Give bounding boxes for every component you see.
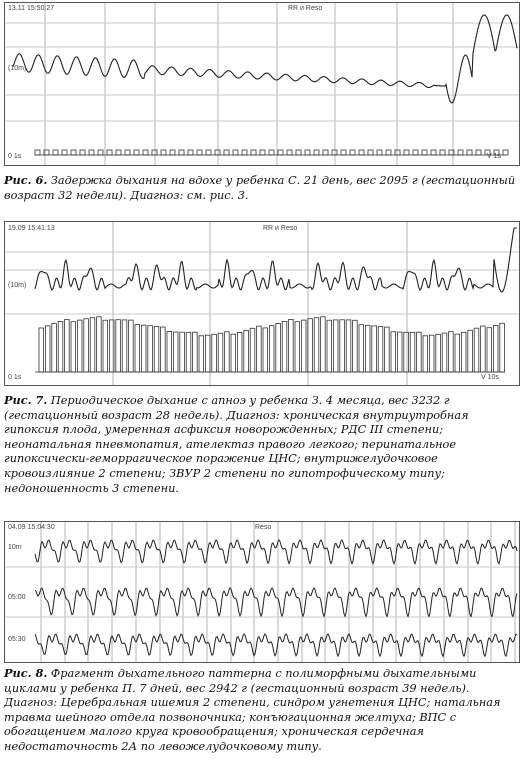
fig6-tick-399 [404,150,409,155]
fig7-bar-3 [58,322,63,373]
figure-6-scale-top: (10m) [8,65,27,72]
figure-7-scale-top: (10m) [8,282,27,289]
fig6-tick-363 [368,150,373,155]
fig6-tick-102 [107,150,112,155]
fig7-bar-7 [84,319,89,372]
fig6-tick-435 [440,150,445,155]
fig6-tick-174 [179,150,184,155]
fig6-tick-417 [422,150,427,155]
fig6-tick-264 [269,150,274,155]
fig7-bar-0 [39,328,44,372]
figure-7-caption-label: Рис. 7. [4,393,48,407]
figure-6-caption [4,173,518,203]
figure-7-waveform [5,222,519,385]
fig6-tick-228 [233,150,238,155]
fig7-bar-50 [359,325,364,372]
fig6-tick-129 [134,150,139,155]
fig6-tick-84 [89,150,94,155]
figure-7-recording [4,221,520,386]
fig7-bar-12 [116,320,121,372]
fig6-tick-93 [98,150,103,155]
figure-6-channel: RR и Reso [288,5,323,12]
fig7-bar-69 [481,326,486,372]
fig7-bar-1 [45,326,50,372]
fig6-tick-462 [467,150,472,155]
fig7-bar-71 [493,326,498,373]
fig7-bar-34 [257,326,262,372]
fig7-bar-68 [474,328,479,372]
fig8-breath-trace-1 [35,588,517,617]
fig6-tick-498 [503,150,508,155]
fig6-tick-282 [287,150,292,155]
fig7-bar-24 [193,332,198,372]
fig6-tick-120 [125,150,130,155]
fig6-tick-471 [476,150,481,155]
fig7-bar-30 [231,334,236,372]
fig6-tick-183 [188,150,193,155]
fig7-bar-36 [269,326,274,372]
fig8-breath-trace-0 [35,540,517,564]
fig6-tick-75 [80,150,85,155]
fig7-bar-61 [429,335,434,372]
fig7-bar-57 [404,332,409,372]
fig7-bar-62 [436,334,441,372]
fig7-bar-2 [52,324,57,372]
fig6-tick-192 [197,150,202,155]
fig7-bar-39 [289,319,294,372]
fig6-tick-138 [143,150,148,155]
fig7-bar-9 [97,317,102,372]
figure-8-scale-top: 10m [8,544,22,551]
fig7-bar-10 [103,320,108,372]
fig7-bar-70 [487,328,492,372]
figure-7-caption [4,393,518,496]
fig6-tick-30 [35,150,40,155]
figure-8-channel: Reso [255,524,272,531]
figure-6-caption-text: Задержка дыхания на вдохе у ребенка С. 21 день, вес 2095 г (гестационный возраст 32 недели). Диагноз: см. рис. 3. [4,174,516,202]
fig7-bar-44 [321,317,326,372]
fig7-bar-48 [346,320,351,372]
figure-6-scale-bottom: 0 1s [8,153,22,160]
fig7-bar-19 [161,327,166,372]
fig7-bar-66 [461,332,466,372]
fig7-bar-20 [167,332,172,373]
figure-6-waveform [5,3,519,165]
fig6-tick-111 [116,150,121,155]
fig7-bar-21 [173,332,178,372]
fig6-tick-345 [350,150,355,155]
fig7-bar-56 [397,332,402,372]
fig7-bar-45 [327,320,332,372]
fig6-tick-408 [413,150,418,155]
fig6-tick-336 [341,150,346,155]
fig6-tick-381 [386,150,391,155]
fig7-bar-59 [417,332,422,372]
fig7-bar-6 [77,320,82,372]
fig6-tick-246 [251,150,256,155]
fig7-bar-65 [455,334,460,372]
figure-6-timestamp: 13.11 15:50:27 [8,5,55,12]
fig6-tick-426 [431,150,436,155]
figure-6-time-scale: V 1s [487,153,502,160]
fig7-bar-54 [385,327,390,372]
fig7-bar-14 [129,320,134,372]
fig6-tick-453 [458,150,463,155]
fig7-bar-22 [180,332,185,372]
fig7-bar-29 [225,332,230,372]
fig7-bar-28 [218,333,223,372]
fig7-bar-64 [449,332,454,372]
fig7-bar-53 [378,327,383,373]
figure-7-caption-text: Периодическое дыхание с апноэ у ребенка З. 4 месяца, вес 3232 г (гестационный возраст 28 недель). Диагноз: хроническая внутриутробная гипоксия плода, умеренная асфиксия новорожденных; РДС III степени; неонатальная пневмопатия, ателектаз правого легкого; перинатальное гипоксически-геморрагическое поражение ЦНС; внутрижелудочковое кровоизлияние 2 степени; ЗВУР 2 степени по гипотрофическому типу; недоношенность 3 степени. [4,394,469,495]
fig6-tick-165 [170,150,175,155]
fig8-breath-trace-2 [35,634,517,656]
fig7-bar-4 [65,320,70,373]
figure-8-scale-low: 05:30 [8,636,26,643]
fig6-tick-219 [224,150,229,155]
fig6-tick-48 [53,150,58,155]
fig7-bar-46 [333,320,338,372]
fig7-bar-5 [71,322,76,372]
fig6-tick-237 [242,150,247,155]
figure-8-caption [4,666,518,755]
fig7-bar-32 [244,330,249,372]
fig7-bar-13 [122,320,127,372]
fig6-tick-156 [161,150,166,155]
fig7-breath-trace [35,228,517,292]
fig7-bar-26 [205,335,210,372]
fig7-bar-33 [250,328,255,372]
fig7-bar-25 [199,336,204,372]
figure-7-scale-bottom: 0 1s [8,374,22,381]
figure-7-timestamp: 19.09 15:41:13 [8,225,55,232]
figure-8-recording [4,521,520,663]
figure-8-timestamp: 04.09 15:04:30 [8,524,55,531]
fig7-bar-35 [263,328,268,372]
fig7-bar-52 [372,326,377,372]
fig6-tick-372 [377,150,382,155]
fig6-breath-trace [13,15,517,103]
figure-8-caption-label: Рис. 8. [4,666,48,680]
fig6-tick-309 [314,150,319,155]
figure-6-caption-label: Рис. 6. [4,173,48,187]
fig6-tick-273 [278,150,283,155]
fig7-bar-23 [186,332,191,372]
fig7-bar-72 [500,323,505,372]
fig7-bar-60 [423,336,428,372]
fig7-bar-47 [340,320,345,372]
fig6-tick-255 [260,150,265,155]
fig7-bar-17 [148,326,153,372]
fig6-tick-201 [206,150,211,155]
figure-8-waveform [5,522,519,662]
fig7-bar-15 [135,325,140,372]
figure-7-channel: RR и Reso [263,225,298,232]
fig7-bar-51 [365,325,370,372]
fig6-tick-57 [62,150,67,155]
fig6-tick-300 [305,150,310,155]
fig6-tick-318 [323,150,328,155]
figure-8-scale-mid: 05:00 [8,594,26,601]
fig7-bar-67 [468,330,473,372]
fig7-bar-49 [353,320,358,372]
figure-8-caption-text: Фрагмент дыхательного паттерна с полиморфными дыхательными циклами у ребенка П. 7 дней, вес 2942 г (гестационный возраст 39 недель). Диагноз: Церебральная ишемия 2 степени, синдром угнетения ЦНС; натальная травма шейного отдела позвоночника; конъюгационная желтуха; ВПС с обогащением малого круга кровообращения; хроническая сердечная недостаточность 2А по левожелудочковому типу. [4,667,501,753]
fig7-bar-8 [90,318,95,372]
figure-6-recording [4,2,520,166]
fig7-bar-43 [314,318,319,372]
figure-7-time-scale: V 10s [481,374,499,381]
fig7-bar-55 [391,332,396,372]
fig7-bar-38 [282,321,287,372]
fig7-bar-16 [141,325,146,372]
fig7-bar-31 [237,332,242,372]
fig6-tick-291 [296,150,301,155]
fig7-bar-40 [295,322,300,372]
fig7-bar-63 [442,333,447,372]
fig7-bar-27 [212,334,217,372]
fig6-tick-354 [359,150,364,155]
fig7-bar-18 [154,326,159,372]
fig7-bar-37 [276,324,281,373]
fig7-bar-41 [301,320,306,372]
fig7-bar-58 [410,332,415,372]
fig6-tick-66 [71,150,76,155]
